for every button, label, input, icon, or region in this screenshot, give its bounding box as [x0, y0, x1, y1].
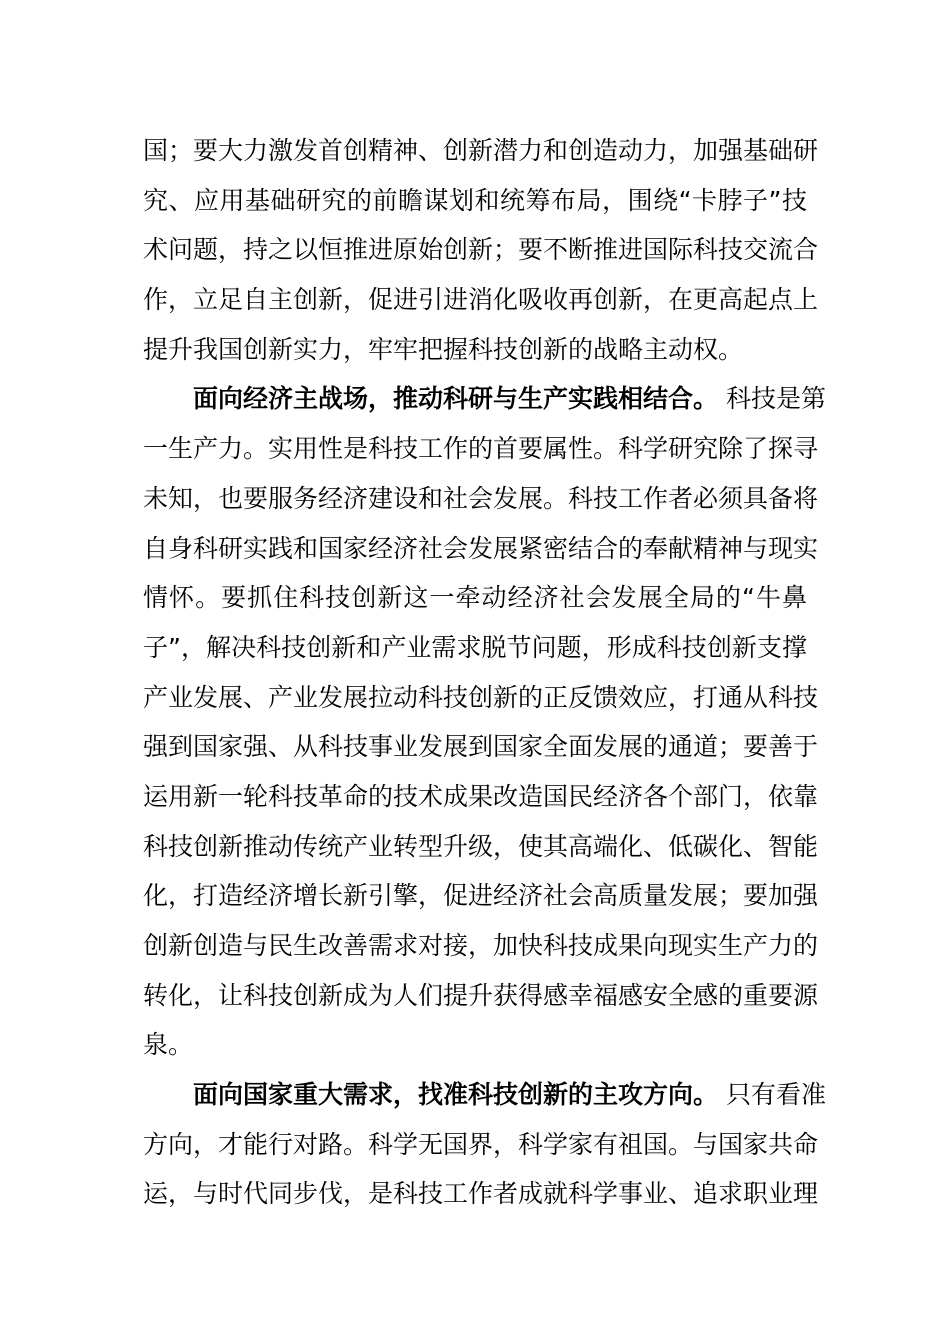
body-line: 究、应用基础研究的前瞻谋划和统筹布局，围绕“卡脖子”技 — [143, 185, 807, 215]
body-line: 自身科研实践和国家经济社会发展紧密结合的奉献精神与现实 — [143, 533, 819, 563]
body-line: 产业发展、产业发展拉动科技创新的正反馈效应，打通从科技 — [143, 682, 819, 712]
document-body — [143, 126, 826, 1219]
paragraph-first-line — [143, 374, 826, 424]
paragraph-first-line — [143, 1070, 826, 1120]
body-line: 未知，也要服务经济建设和社会发展。科技工作者必须具备将 — [143, 483, 819, 513]
paragraph-lead-heading: 面向经济主战场，推动科研与生产实践相结合。 — [193, 384, 719, 414]
body-line: 术问题，持之以恒推进原始创新；要不断推进国际科技交流合 — [143, 235, 819, 265]
body-line: 方向，才能行对路。科学无国界，科学家有祖国。与国家共命 — [143, 1129, 819, 1159]
body-line: 化，打造经济增长新引擎，促进经济社会高质量发展；要加强 — [143, 881, 819, 911]
body-line: 科技创新推动传统产业转型升级，使其高端化、低碳化、智能 — [143, 831, 819, 861]
body-line: 创新创造与民生改善需求对接，加快科技成果向现实生产力的 — [143, 931, 819, 960]
paragraph-lead-heading: 面向国家重大需求，找准科技创新的主攻方向。 — [193, 1080, 719, 1110]
paragraph-lead-continuation: 只有看准 — [725, 1080, 826, 1110]
body-line: 一生产力。实用性是科技工作的首要属性。科学研究除了探寻 — [143, 434, 819, 464]
body-line: 强到国家强、从科技事业发展到国家全面发展的通道；要善于 — [143, 732, 819, 762]
body-line: 情怀。要抓住科技创新这一牵动经济社会发展全局的“牛鼻 — [143, 583, 807, 613]
paragraph-lead-continuation: 科技是第 — [725, 384, 826, 414]
body-line: 转化，让科技创新成为人们提升获得感幸福感安全感的重要源 — [143, 980, 819, 1010]
body-line: 作，立足自主创新，促进引进消化吸收再创新，在更高起点上 — [143, 285, 819, 315]
body-line: 运，与时代同步伐，是科技工作者成就科学事业、追求职业理 — [143, 1179, 819, 1209]
body-line: 提升我国创新实力，牢牢把握科技创新的战略主动权。 — [143, 334, 744, 364]
body-line: 泉。 — [143, 1030, 194, 1060]
body-line: 运用新一轮科技革命的技术成果改造国民经济各个部门，依靠 — [143, 781, 819, 811]
body-line: 子”，解决科技创新和产业需求脱节问题，形成科技创新支撑 — [143, 632, 807, 662]
body-line: 国；要大力激发首创精神、创新潜力和创造动力，加强基础研 — [143, 136, 819, 165]
